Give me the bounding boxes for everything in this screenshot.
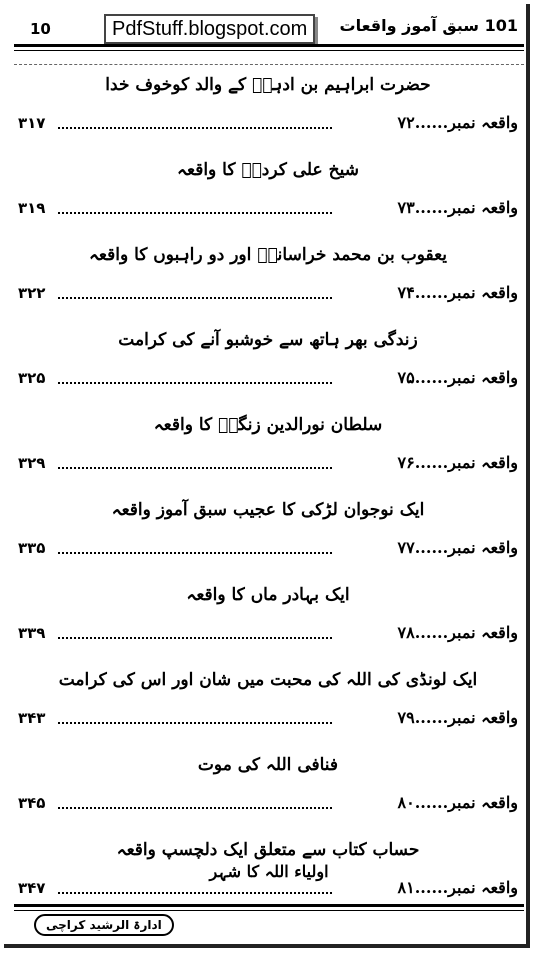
entry-number-line [18,707,518,729]
list-item [18,665,518,750]
dot-leader [58,297,332,299]
page-header [14,12,520,42]
entry-page: ۳۱۷ [18,114,46,132]
entry-label: واقعہ نمبر......۷۸ [397,623,518,642]
entry-title: ایک لونڈی کی اللہ کی محبت میں شان اور اس کی کرامت [58,670,478,690]
entry-title: حضرت ابراہیم بن ادہمؒ کے والد کوخوف خدا [105,75,431,95]
dot-leader [58,637,332,639]
entry-title: حساب کتاب سے متعلق ایک دلچسپ واقعہ [116,840,420,860]
header-rule [14,44,524,47]
entry-label: واقعہ نمبر......۷۵ [397,368,518,387]
entry-label: واقعہ نمبر......۸۰ [397,793,518,812]
entry-page: ۳۳۵ [18,539,46,557]
entry-page: ۳۴۵ [18,794,46,812]
publisher-badge: ادارۃ الرشید کراچی [34,914,174,936]
entry-title: سلطان نورالدین زنگیؒ کا واقعہ [153,415,383,435]
entry-label: واقعہ نمبر......۷۷ [397,538,518,557]
dot-leader [58,127,332,129]
dot-leader [58,807,332,809]
entry-page: ۳۲۵ [18,369,46,387]
footer-rule [14,904,524,907]
entry-number-line [18,622,518,644]
entry-page: ۳۲۲ [18,284,46,302]
list-item [18,410,518,495]
contents-list [18,70,518,920]
entry-label: واقعہ نمبر......۷۶ [397,453,518,472]
entry-number-line [18,282,518,304]
list-item [18,580,518,665]
list-item [18,155,518,240]
entry-label: واقعہ نمبر......۷۹ [397,708,518,727]
entry-title: زندگی بھر ہاتھ سے خوشبو آنے کی کرامت [118,330,418,350]
entry-page: ۳۴۳ [18,709,46,727]
dot-leader [58,552,332,554]
entry-number-line [18,452,518,474]
list-item [18,750,518,835]
entry-label: واقعہ نمبر......۷۳ [397,198,518,217]
watermark: PdfStuff.blogspot.com [104,14,315,44]
entry-title: فنافی اللہ کی موت [197,755,339,775]
entry-number-line [18,112,518,134]
entry-title: ایک بہادر ماں کا واقعہ [186,585,350,605]
entry-label: واقعہ نمبر......۷۲ [397,113,518,132]
entry-page: ۳۱۹ [18,199,46,217]
dot-leader [58,467,332,469]
entry-label: واقعہ نمبر......۸۱ [397,878,518,897]
footer-rule-thin [14,910,524,911]
entry-number-line [18,197,518,219]
entry-page: ۳۴۷ [18,879,46,897]
entry-number-line [18,367,518,389]
list-item [18,240,518,325]
next-entry-title: اولیاء اللہ کا شہر [209,862,329,881]
entry-number-line [18,537,518,559]
entry-page: ۳۲۹ [18,454,46,472]
page-number: 10 [30,20,51,38]
entry-label: واقعہ نمبر......۷۴ [397,283,518,302]
entry-page: ۳۳۹ [18,624,46,642]
entry-number-line [18,792,518,814]
dot-leader [58,212,332,214]
list-item [18,70,518,155]
dot-leader [58,382,332,384]
entry-title: ایک نوجوان لڑکی کا عجیب سبق آموز واقعہ [111,500,425,520]
book-title: 101 سبق آموز واقعات [339,16,518,35]
dot-leader [58,722,332,724]
entry-title: شیخ علی کردیؒ کا واقعہ [177,160,359,180]
list-item [18,495,518,580]
dot-leader [58,892,332,894]
entry-title: یعقوب بن محمد خراسانیؒ اور دو راہبوں کا واقعہ [88,245,448,265]
dashed-divider [14,64,524,65]
header-rule-thin [14,50,524,51]
list-item [18,325,518,410]
